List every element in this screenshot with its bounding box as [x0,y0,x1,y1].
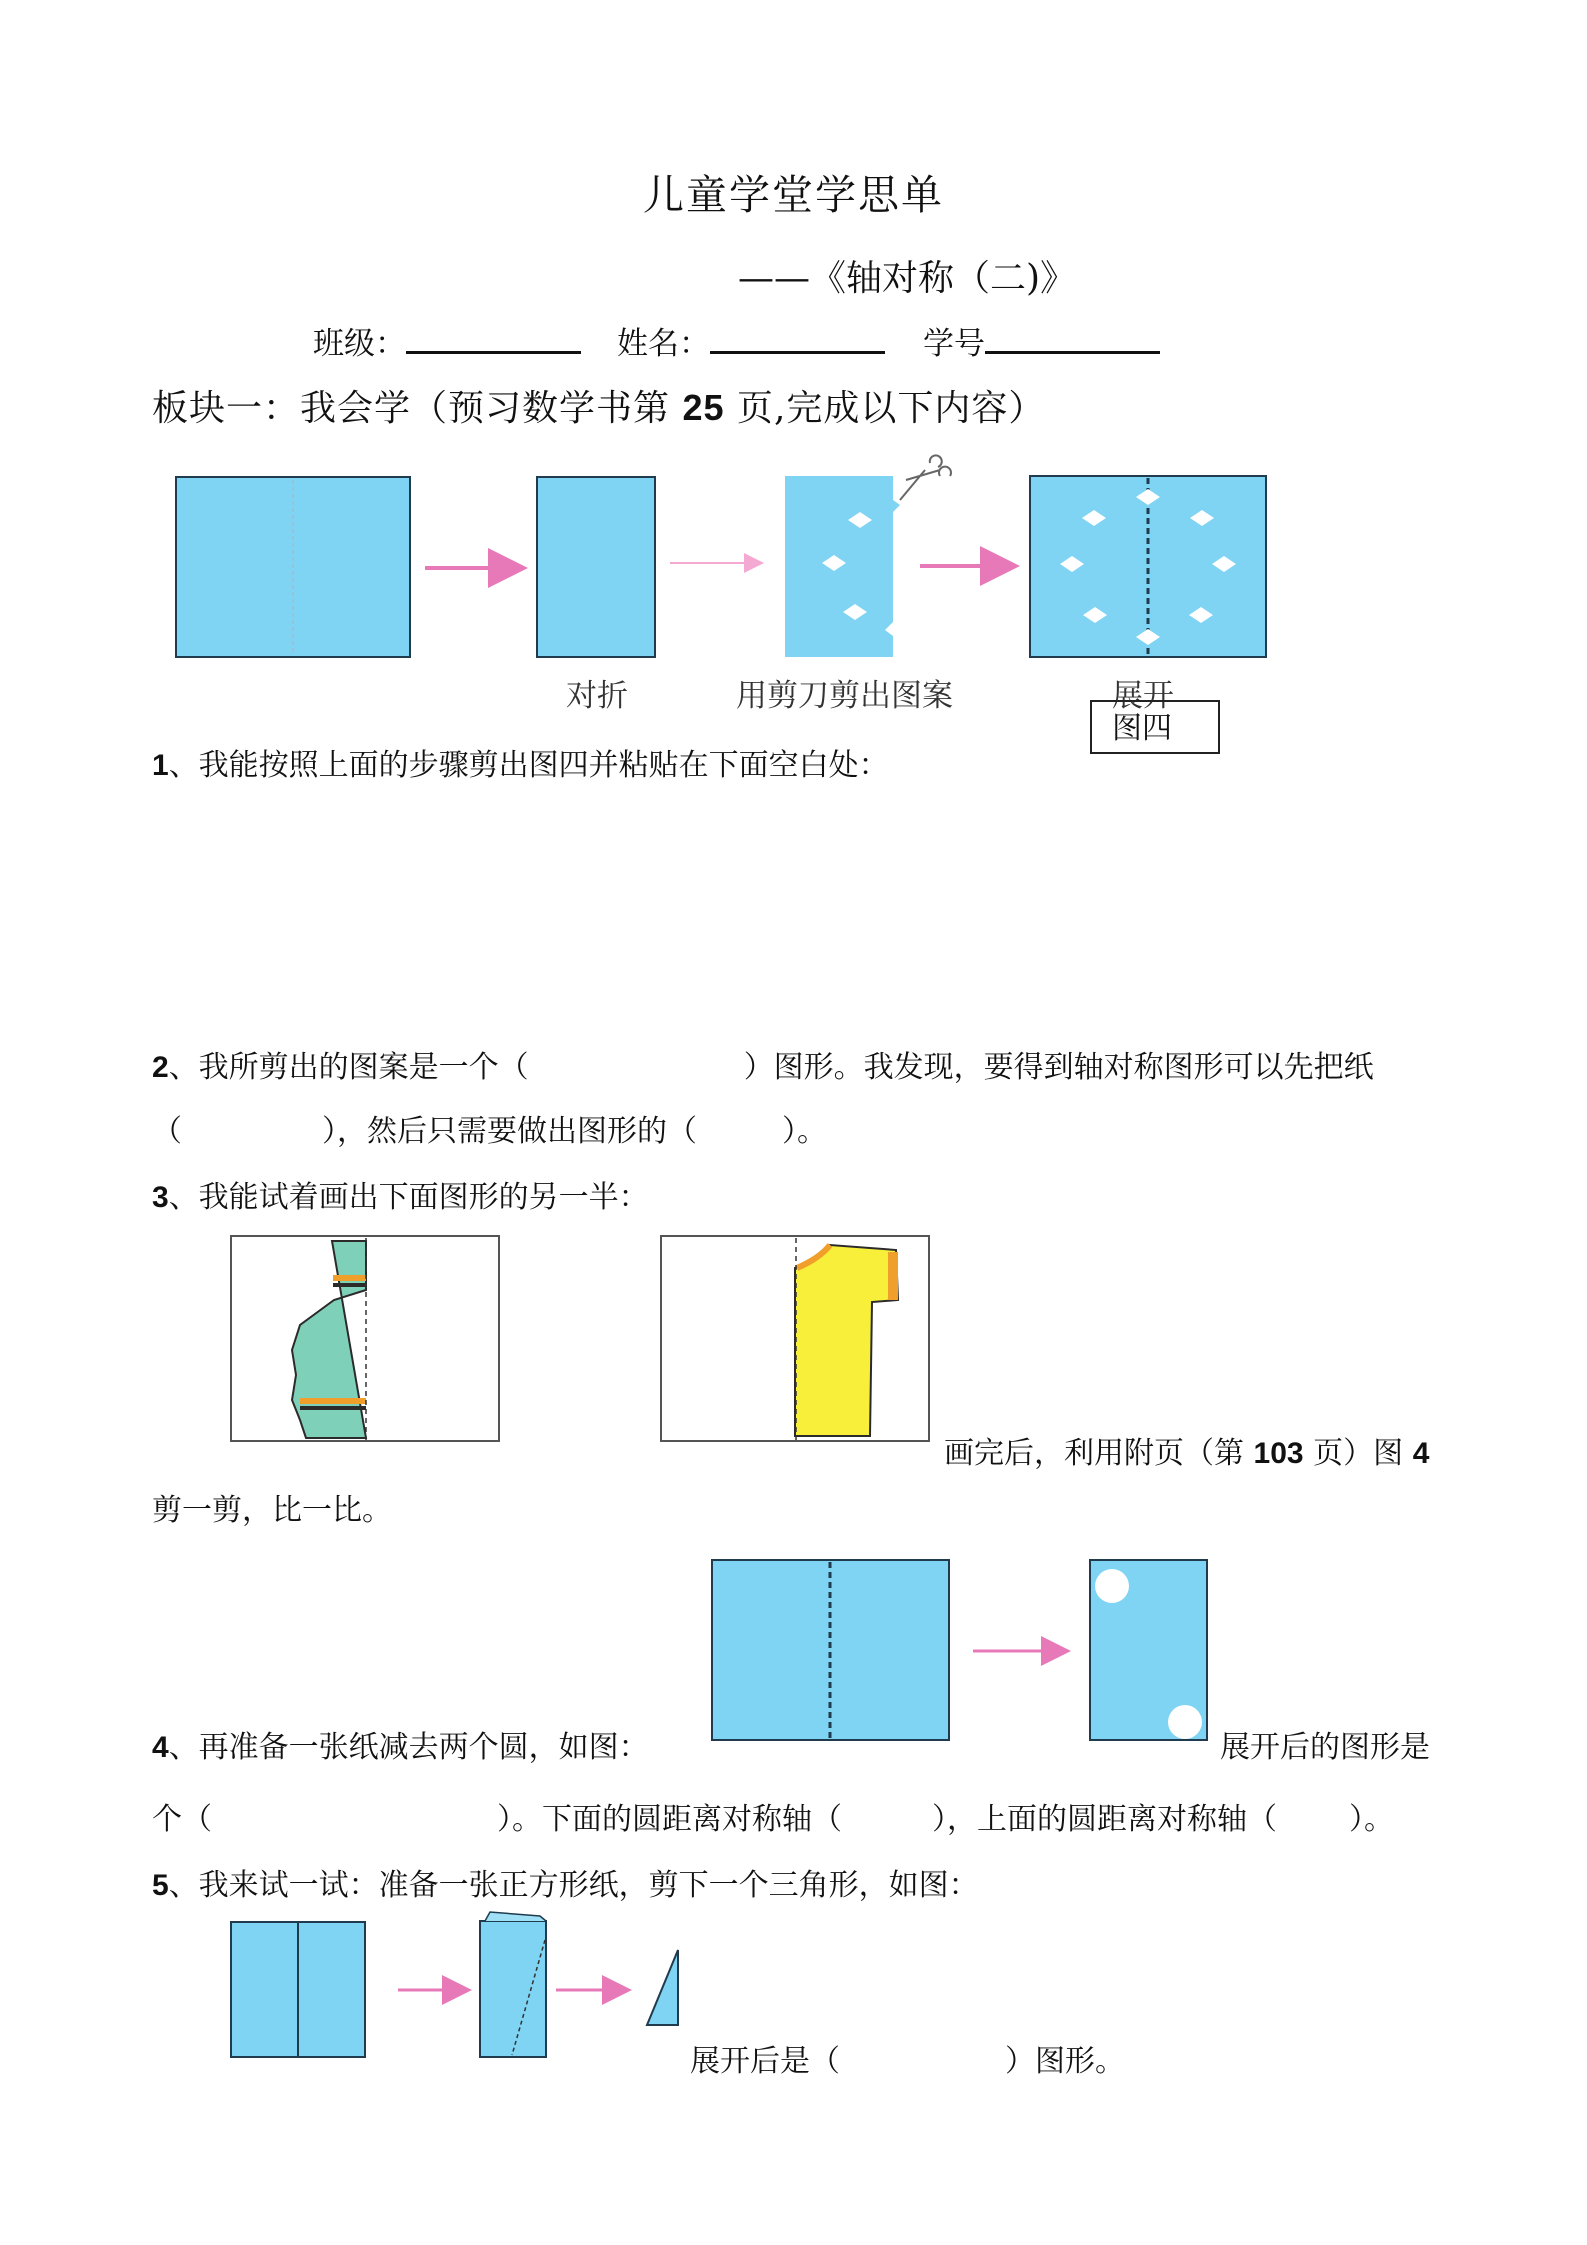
page-title: 儿童学堂学思单 [643,171,944,219]
page-subtitle: ——《轴对称（二)》 [738,258,1077,299]
question-1: 1、我能按照上面的步骤剪出图四并粘贴在下面空白处： [152,748,889,783]
question-4-line1: 4、再准备一张纸减去两个圆，如图： [152,1730,649,1765]
question-3-after: 画完后，利用附页（第 103 页）图 4 [944,1436,1430,1471]
question-2-line1: 2、我所剪出的图案是一个（ ）图形。我发现，要得到轴对称图形可以先把纸 [152,1050,1374,1085]
step-label-cut: 用剪刀剪出图案 [736,678,953,714]
student-no-label: 学号 [923,326,985,362]
question-3-line2: 剪一剪，比一比。 [152,1493,392,1528]
name-label: 姓名： [617,326,710,362]
figure-label: 图四 [1090,700,1220,754]
step-label-unfold: 展开 [1112,678,1174,714]
class-label: 班级： [313,326,406,362]
step-label-fold: 对折 [566,678,628,714]
question-5-after: 展开后是（ ）图形。 [690,2044,1125,2079]
section-page: 25 [682,387,725,428]
question-2-line2: （ ），然后只需要做出图形的（ ）。 [152,1114,827,1149]
question-3: 3、我能试着画出下面图形的另一半： [152,1180,649,1215]
question-5: 5、我来试一试：准备一张正方形纸，剪下一个三角形，如图： [152,1868,979,1903]
section-suffix: 页,完成以下内容） [736,388,1046,429]
q5-cut-triangle [647,1950,678,2025]
question-4-line2: 个（ ）。下面的圆距离对称轴（ ），上面的圆距离对称轴（ ）。 [152,1802,1394,1837]
question-4-line1-end: 展开后的图形是 [1220,1730,1430,1765]
section-prefix: 板块一：我会学（预习数学书第 [152,388,671,429]
q5-folded-paper [480,1921,546,2057]
